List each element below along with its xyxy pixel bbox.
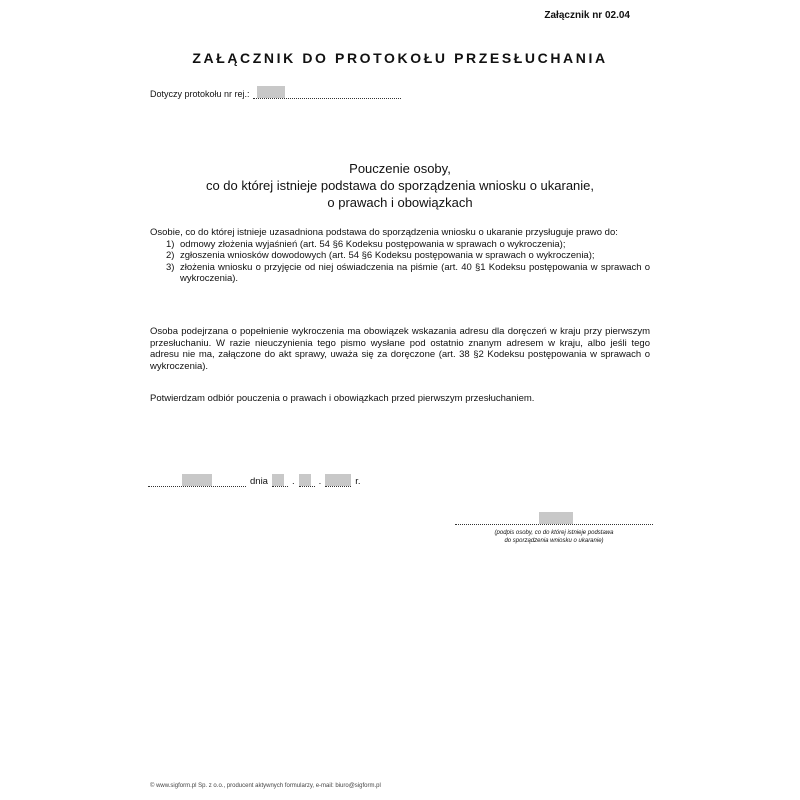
list-item xyxy=(150,250,650,262)
annex-number: Załącznik nr 02.04 xyxy=(544,10,630,21)
protocol-number-field[interactable] xyxy=(257,86,285,98)
confirmation-paragraph: Potwierdzam odbiór pouczenia o prawach i obowiązkach przed pierwszym przesłuchaniem. xyxy=(150,393,535,404)
signature-line xyxy=(455,512,653,525)
list-item-number: 3) xyxy=(166,261,175,273)
rights-list xyxy=(150,239,650,285)
list-item-text: złożenia wniosku o przyjęcie od niej oświadczenia na piśmie (art. 40 §1 Kodeksu postępowania w sprawach o wykroczenia). xyxy=(180,261,650,284)
list-item xyxy=(150,239,650,251)
signature-field[interactable] xyxy=(539,512,573,524)
date-separator: . xyxy=(318,476,322,487)
protocol-reference-label: Dotyczy protokołu nr rej.: xyxy=(150,89,250,99)
month-line xyxy=(299,474,315,487)
protocol-reference-line xyxy=(253,86,401,99)
year-field[interactable] xyxy=(325,474,351,486)
address-duty-paragraph: Osoba podejrzana o popełnienie wykroczenia ma obowiązek wskazania adresu dla doręczeń w kraju przy pierwszym przesłuchaniu. W razie nieuczynienia tego pismo wysłane pod ostatnio znanym adresem w kraju, albo jeśli tego adresu nie ma, załączone do akt sprawy, uważa się za doręczone (art. 38 §2 Kodeksu postępowania w sprawach o wykroczenia). xyxy=(150,326,650,372)
instruction-heading-line: Pouczenie osoby, xyxy=(349,161,451,176)
place-date-row xyxy=(148,474,361,487)
page-title: ZAŁĄCZNIK DO PROTOKOŁU PRZESŁUCHANIA xyxy=(192,50,608,66)
instruction-heading-line: o prawach i obowiązkach xyxy=(327,195,473,210)
signature-caption xyxy=(455,529,653,545)
footer-copyright: © www.sigform.pl Sp. z o.o., producent aktywnych formularzy, e-mail: biuro@sigform.pl xyxy=(150,783,381,789)
year-line xyxy=(325,474,351,487)
day-line xyxy=(272,474,288,487)
day-field[interactable] xyxy=(272,474,284,486)
list-item-number: 2) xyxy=(166,250,175,261)
protocol-reference-row xyxy=(150,86,401,99)
date-separator: . xyxy=(291,476,295,487)
rights-intro: Osobie, co do której istnieje uzasadniona podstawa do sporządzenia wniosku o ukaranie przysługuje prawo do: xyxy=(150,227,618,238)
year-suffix: r. xyxy=(355,476,361,487)
date-label: dnia xyxy=(250,476,268,487)
instruction-heading xyxy=(0,160,800,211)
list-item-number: 1) xyxy=(166,238,175,250)
signature-caption-line: (podpis osoby, co do której istnieje podstawa xyxy=(494,530,614,536)
list-item-text: odmowy złożenia wyjaśnień (art. 54 §6 Kodeksu postępowania w sprawach o wykroczenia); xyxy=(180,238,566,250)
month-field[interactable] xyxy=(299,474,311,486)
instruction-heading-line: co do której istnieje podstawa do sporządzenia wniosku o ukaranie, xyxy=(205,178,595,193)
list-item-text: zgłoszenia wniosków dowodowych (art. 54 §6 Kodeksu postępowania w sprawach o wykroczenia); xyxy=(180,250,595,261)
signature-caption-line: do sporządzenia wniosku o ukaranie) xyxy=(504,538,604,544)
list-item xyxy=(150,262,650,285)
place-field[interactable] xyxy=(182,474,212,486)
place-line xyxy=(148,474,246,487)
rights-section xyxy=(150,227,650,285)
